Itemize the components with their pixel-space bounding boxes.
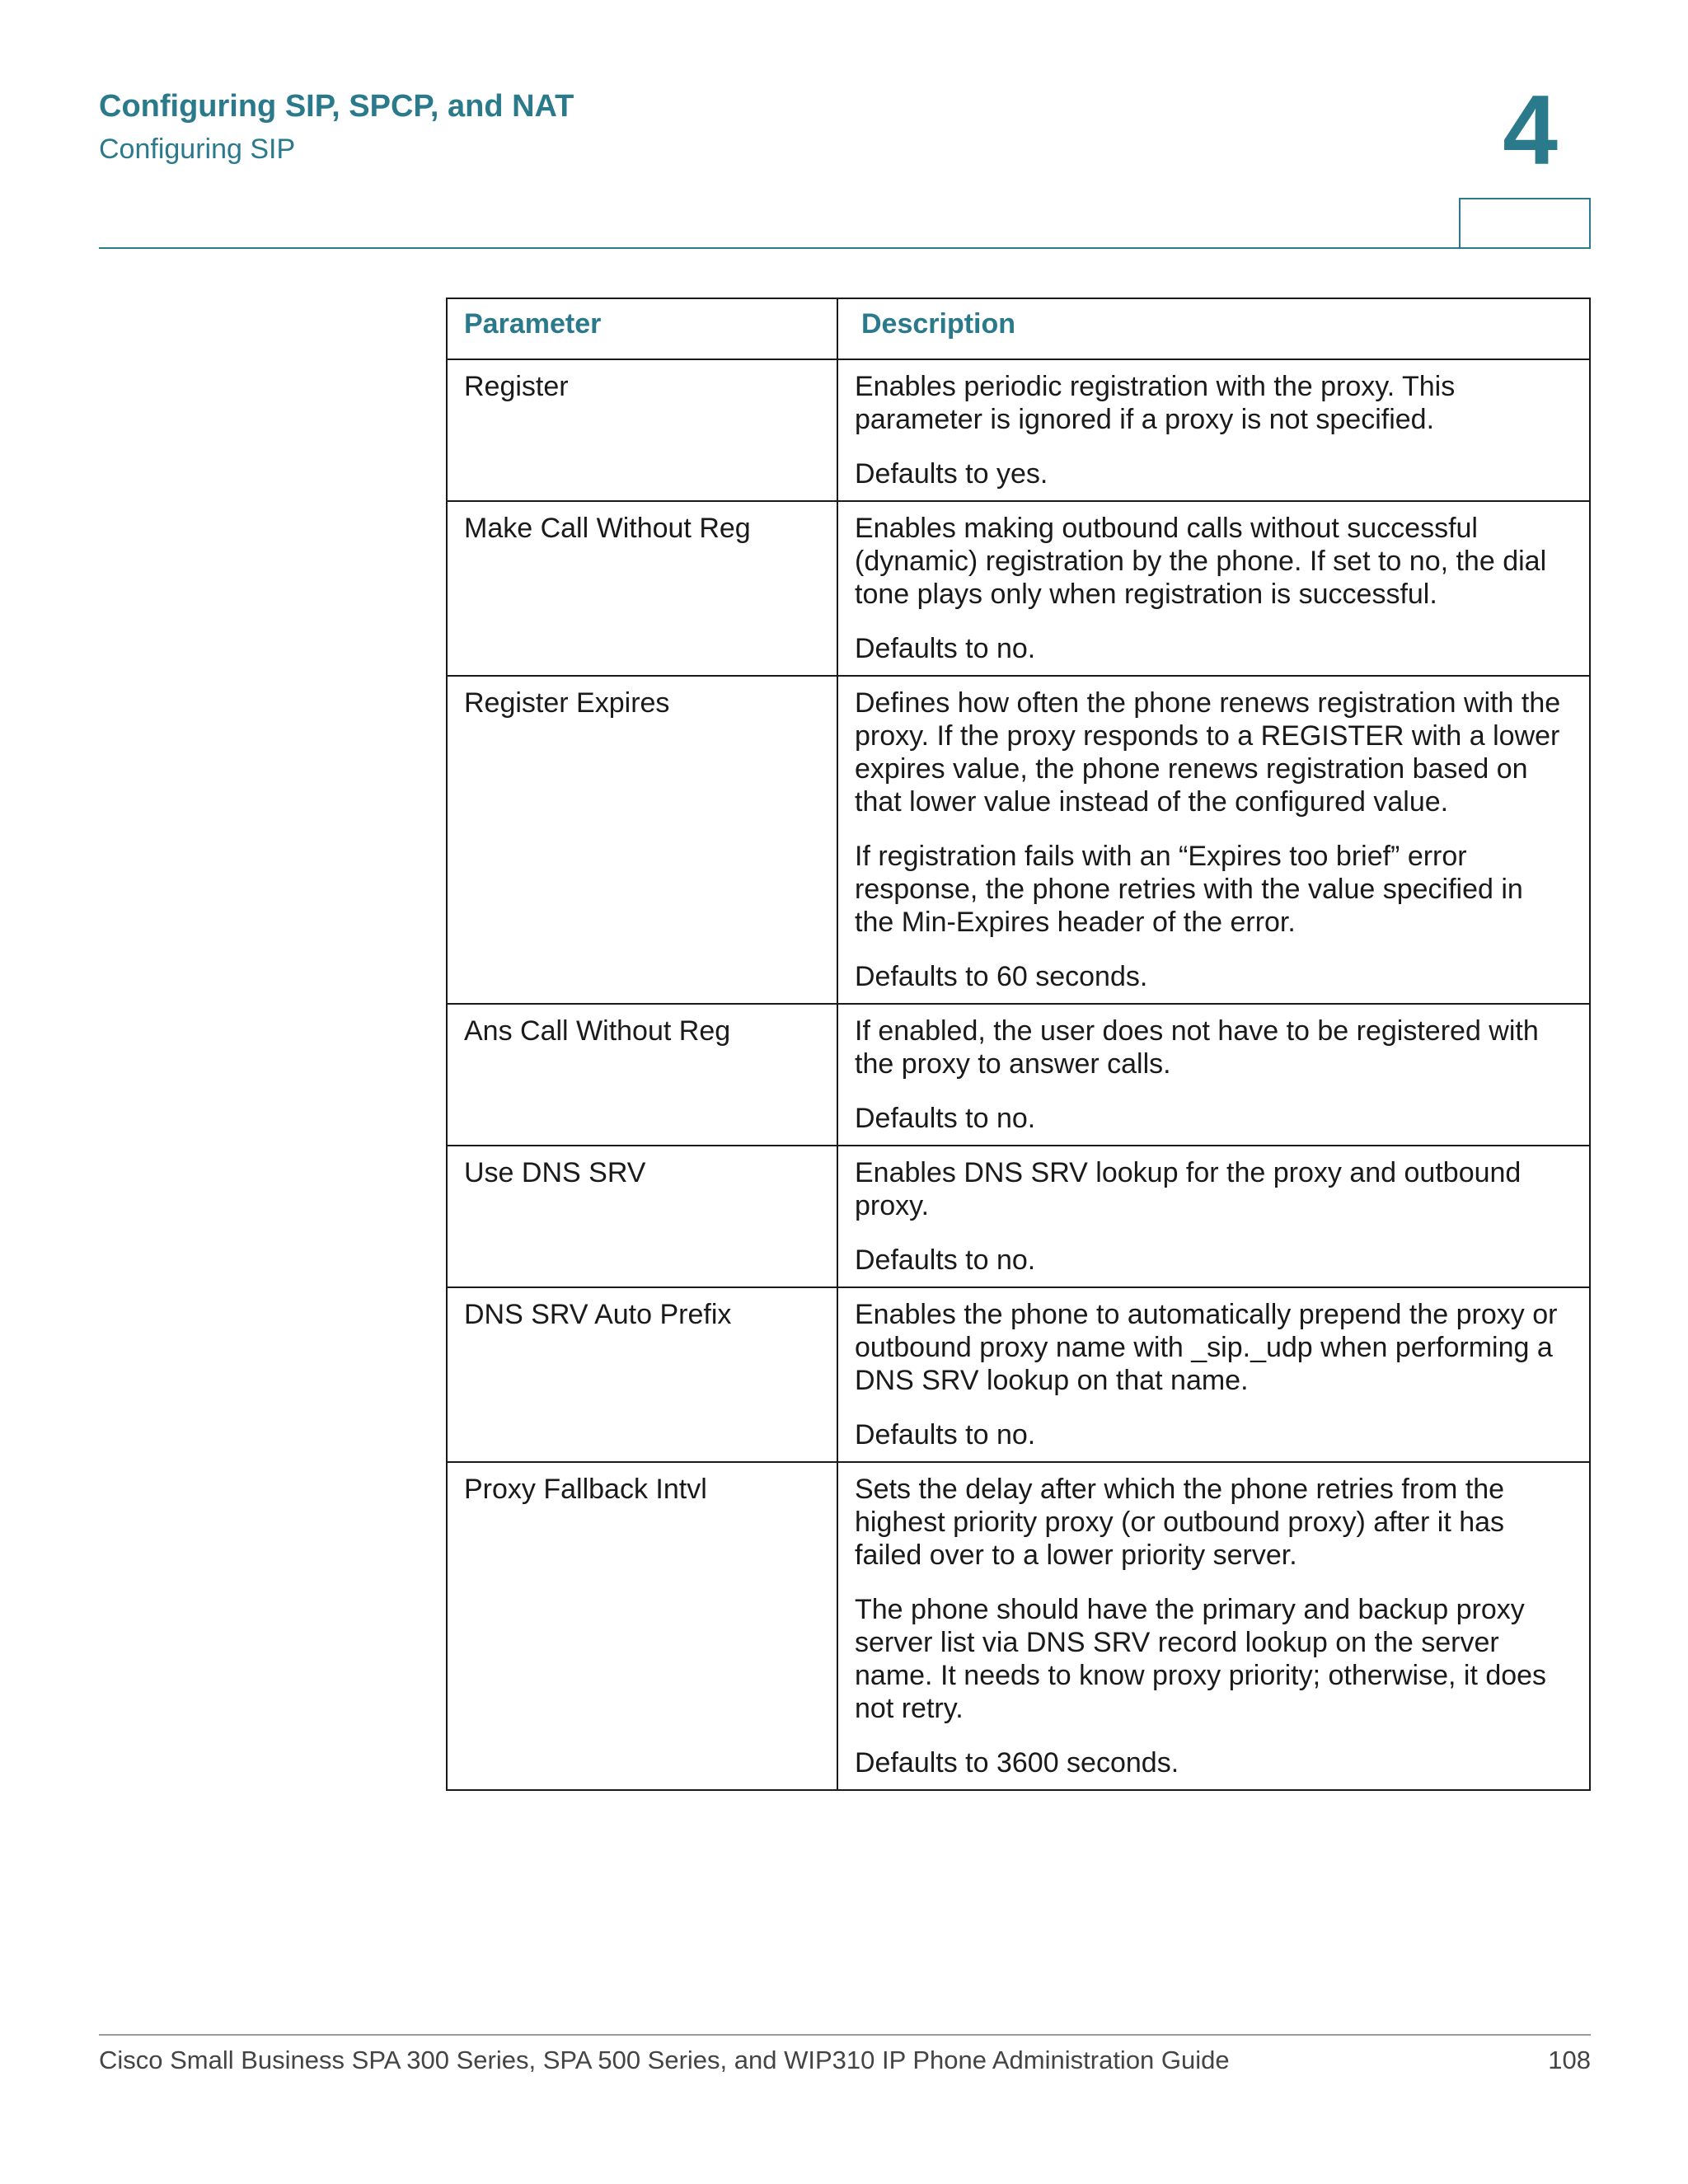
page-number: 108 [1548,2046,1591,2074]
description-paragraph: Defaults to no. [855,633,1036,664]
table-row [447,1146,1590,1287]
footer-document-title: Cisco Small Business SPA 300 Series, SPA 500 Series, and WIP310 IP Phone Administration Guide [99,2046,1230,2074]
description-paragraph: Defines how often the phone renews registration with the proxy. If the proxy responds to a REGISTER with a lower expires value, the phone renews registration based on that lower value instead of the configured value. [855,687,1561,818]
section-title: Configuring SIP [99,134,296,165]
parameter-description [837,1146,1590,1287]
description-paragraph: Enables DNS SRV lookup for the proxy and outbound proxy. [855,1157,1522,1221]
description-paragraph: Defaults to 60 seconds. [855,961,1148,992]
table-row [447,501,1590,676]
description-paragraph: Defaults to no. [855,1244,1036,1276]
parameter-name: Use DNS SRV [447,1146,837,1287]
description-paragraph: If registration fails with an “Expires too brief” error response, the phone retries with the value specified in the Min-Expires header of the error. [855,841,1523,938]
parameter-name: DNS SRV Auto Prefix [447,1287,837,1462]
header-divider [99,247,1591,249]
description-paragraph: Defaults to 3600 seconds. [855,1747,1179,1779]
parameter-table [446,298,1591,1791]
parameter-description [837,1004,1590,1146]
description-paragraph: Enables periodic registration with the proxy. This parameter is ignored if a proxy is not specified. [855,371,1456,435]
description-paragraph: Enables making outbound calls without successful (dynamic) registration by the phone. If set to no, the dial tone plays only when registration is successful. [855,513,1547,610]
parameter-description [837,359,1590,501]
column-header-description: Description [837,298,1590,359]
table-row [447,1287,1590,1462]
page-header [99,75,1591,250]
parameter-name: Register Expires [447,676,837,1004]
description-paragraph: If enabled, the user does not have to be registered with the proxy to answer calls. [855,1015,1539,1080]
description-paragraph: Sets the delay after which the phone retries from the highest priority proxy (or outbound proxy) after it has failed over to a lower priority server. [855,1474,1505,1571]
description-paragraph: Defaults to yes. [855,458,1048,490]
parameter-name: Register [447,359,837,501]
parameter-name: Make Call Without Reg [447,501,837,676]
table-body [447,359,1590,1790]
parameter-name: Ans Call Without Reg [447,1004,837,1146]
parameter-name: Proxy Fallback Intvl [447,1462,837,1790]
table-row [447,359,1590,501]
chapter-tab-decoration [1459,198,1591,247]
table-header-row [447,298,1590,359]
parameter-description [837,1462,1590,1790]
description-paragraph: The phone should have the primary and backup proxy server list via DNS SRV record lookup on the server name. It needs to know proxy priority; otherwise, it does not retry. [855,1594,1547,1724]
description-paragraph: Defaults to no. [855,1419,1036,1451]
parameter-description [837,1287,1590,1462]
parameter-description [837,501,1590,676]
table-row [447,676,1590,1004]
table-row [447,1462,1590,1790]
description-paragraph: Enables the phone to automatically prepend the proxy or outbound proxy name with _sip._udp when performing a DNS SRV lookup on that name. [855,1299,1558,1396]
table-row [447,1004,1590,1146]
description-paragraph: Defaults to no. [855,1103,1036,1134]
footer-divider [99,2034,1591,2036]
parameter-description [837,676,1590,1004]
chapter-number: 4 [1503,75,1558,185]
column-header-parameter: Parameter [447,298,837,359]
chapter-title: Configuring SIP, SPCP, and NAT [99,89,574,124]
